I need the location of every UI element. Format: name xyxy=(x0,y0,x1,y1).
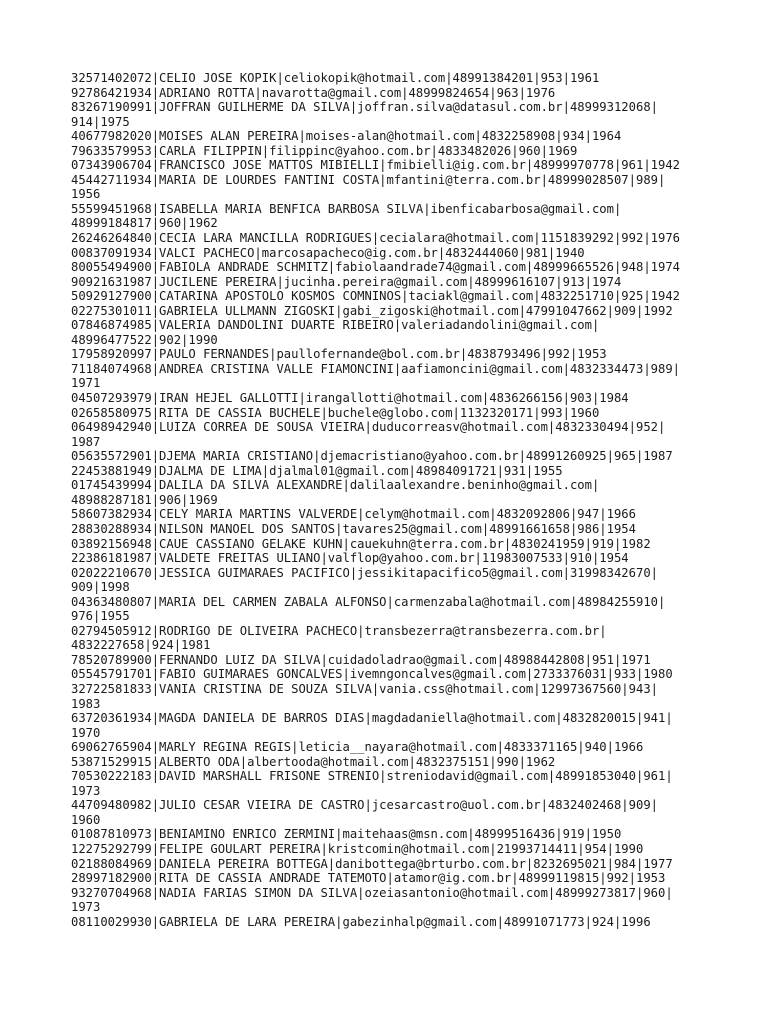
text-line: 40677982020|MOISES ALAN PEREIRA|moises-alan@hotmail.com|4832258908|934|1964 xyxy=(71,129,622,144)
text-line: 1956 xyxy=(71,187,101,202)
text-line: 92786421934|ADRIANO ROTTA|navarotta@gmail.com|48999824654|963|1976 xyxy=(71,85,556,100)
text-line: 48999184817|960|1962 xyxy=(71,216,218,231)
text-line: 1971 xyxy=(71,376,101,391)
document-body xyxy=(71,71,711,929)
text-line: 71184074968|ANDREA CRISTINA VALLE FIAMONCINI|aafiamoncini@gmail.com|4832334473|989| xyxy=(71,361,681,376)
text-line: 02794505912|RODRIGO DE OLIVEIRA PACHECO|transbezerra@transbezerra.com.br| xyxy=(71,623,607,638)
text-line: 02022210670|JESSICA GUIMARAES PACIFICO|jessikitapacifico5@gmail.com|31998342670| xyxy=(71,565,658,580)
text-line: 53871529915|ALBERTO ODA|albertooda@hotmail.com|4832375151|990|1962 xyxy=(71,754,556,769)
text-line: 22453881949|DJALMA DE LIMA|djalmal01@gmail.com|48984091721|931|1955 xyxy=(71,463,563,478)
text-line: 1970 xyxy=(71,725,101,740)
text-line: 909|1998 xyxy=(71,580,130,595)
text-line: 26246264840|CECIA LARA MANCILLA RODRIGUES|cecialara@hotmail.com|1151839292|992|1976 xyxy=(71,231,681,246)
text-line: 1987 xyxy=(71,434,101,449)
text-line: 04363480807|MARIA DEL CARMEN ZABALA ALFONSO|carmenzabala@hotmail.com|48984255910| xyxy=(71,594,666,609)
text-line: 50929127900|CATARINA APOSTOLO KOSMOS COMNINOS|taciakl@gmail.com|4832251710|925|1942 xyxy=(71,289,681,304)
text-line: 28997182900|RITA DE CASSIA ANDRADE TATEMOTO|atamor@ig.com.br|48999119815|992|1953 xyxy=(71,871,666,886)
text-line: 1973 xyxy=(71,900,101,915)
text-line: 28830288934|NILSON MANOEL DOS SANTOS|tavares25@gmail.com|48991661658|986|1954 xyxy=(71,521,636,536)
text-line: 22386181987|VALDETE FREITAS ULIANO|valflop@yahoo.com.br|11983007533|910|1954 xyxy=(71,551,629,566)
text-line: 17958920997|PAULO FERNANDES|paullofernande@bol.com.br|4838793496|992|1953 xyxy=(71,347,607,362)
text-line: 1973 xyxy=(71,783,101,798)
text-line: 80055494900|FABIOLA ANDRADE SCHMITZ|fabiolaandrade74@gmail.com|48999665526|948|1974 xyxy=(71,260,681,275)
text-line: 69062765904|MARLY REGINA REGIS|leticia__nayara@hotmail.com|4833371165|940|1966 xyxy=(71,740,644,755)
text-line: 02275301011|GABRIELA ULLMANN ZIGOSKI|gabi_zigoski@hotmail.com|47991047662|909|1992 xyxy=(71,303,673,318)
text-line: 914|1975 xyxy=(71,114,130,129)
text-line: 03892156948|CAUE CASSIANO GELAKE KUHN|cauekuhn@terra.com.br|4830241959|919|1982 xyxy=(71,536,651,551)
text-line: 06498942940|LUIZA CORREA DE SOUSA VIEIRA|duducorreasv@hotmail.com|4832330494|952| xyxy=(71,420,666,435)
text-line: 58607382934|CELY MARIA MARTINS VALVERDE|celym@hotmail.com|4832092806|947|1966 xyxy=(71,507,636,522)
text-line: 63720361934|MAGDA DANIELA DE BARROS DIAS|magdadaniella@hotmail.com|4832820015|941| xyxy=(71,711,673,726)
text-line: 05545791701|FABIO GUIMARAES GONCALVES|ivemngoncalves@gmail.com|2733376031|933|1980 xyxy=(71,667,673,682)
text-line: 01745439994|DALILA DA SILVA ALEXANDRE|dalilaalexandre.beninho@gmail.com| xyxy=(71,478,600,493)
text-line: 44709480982|JULIO CESAR VIEIRA DE CASTRO|jcesarcastro@uol.com.br|4832402468|909| xyxy=(71,798,658,813)
text-line: 32722581833|VANIA CRISTINA DE SOUZA SILVA|vania.css@hotmail.com|12997367560|943| xyxy=(71,681,658,696)
text-line: 12275292799|FELIPE GOULART PEREIRA|kristcomin@hotmail.com|21993714411|954|1990 xyxy=(71,841,644,856)
text-line: 78520789900|FERNANDO LUIZ DA SILVA|cuidadoladrao@gmail.com|48988442808|951|1971 xyxy=(71,652,651,667)
text-line: 79633579953|CARLA FILIPPIN|filippinc@yahoo.com.br|4833482026|960|1969 xyxy=(71,143,578,158)
text-line: 45442711934|MARIA DE LOURDES FANTINI COSTA|mfantini@terra.com.br|48999028507|989| xyxy=(71,172,666,187)
text-line: 02658580975|RITA DE CASSIA BUCHELE|buchele@globo.com|1132320171|993|1960 xyxy=(71,405,600,420)
text-line: 48996477522|902|1990 xyxy=(71,332,218,347)
text-line: 70530222183|DAVID MARSHALL FRISONE STRENIO|streniodavid@gmail.com|48991853040|961| xyxy=(71,769,673,784)
text-line: 83267190991|JOFFRAN GUILHERME DA SILVA|joffran.silva@datasul.com.br|48999312068| xyxy=(71,100,658,115)
text-line: 48988287181|906|1969 xyxy=(71,492,218,507)
text-line: 02188084969|DANIELA PEREIRA BOTTEGA|danibottega@brturbo.com.br|8232695021|984|1977 xyxy=(71,856,673,871)
text-line: 1983 xyxy=(71,696,101,711)
text-line: 07343906704|FRANCISCO JOSE MATTOS MIBIELLI|fmibielli@ig.com.br|48999970778|961|1942 xyxy=(71,158,681,173)
text-line: 01087810973|BENIAMINO ENRICO ZERMINI|maitehaas@msn.com|48999516436|919|1950 xyxy=(71,827,622,842)
text-line: 08110029930|GABRIELA DE LARA PEREIRA|gabezinhalp@gmail.com|48991071773|924|1996 xyxy=(71,914,651,929)
text-line: 32571402072|CELIO JOSE KOPIK|celiokopik@hotmail.com|48991384201|953|1961 xyxy=(71,71,600,85)
text-line: 4832227658|924|1981 xyxy=(71,638,211,653)
text-line: 07846874985|VALERIA DANDOLINI DUARTE RIBEIRO|valeriadandolini@gmail.com| xyxy=(71,318,600,333)
text-line: 976|1955 xyxy=(71,609,130,624)
text-line: 00837091934|VALCI PACHECO|marcosapacheco@ig.com.br|4832444060|981|1940 xyxy=(71,245,585,260)
text-line: 55599451968|ISABELLA MARIA BENFICA BARBOSA SILVA|ibenficabarbosa@gmail.com| xyxy=(71,201,622,216)
text-line: 1960 xyxy=(71,812,101,827)
text-line: 05635572901|DJEMA MARIA CRISTIANO|djemacristiano@yahoo.com.br|48991260925|965|1987 xyxy=(71,449,673,464)
text-line: 90921631987|JUCILENE PEREIRA|jucinha.pereira@gmail.com|48999616107|913|1974 xyxy=(71,274,622,289)
text-line: 93270704968|NADIA FARIAS SIMON DA SILVA|ozeiasantonio@hotmail.com|48999273817|960| xyxy=(71,885,673,900)
text-line: 04507293979|IRAN HEJEL GALLOTTI|irangallotti@hotmail.com|4836266156|903|1984 xyxy=(71,391,629,406)
